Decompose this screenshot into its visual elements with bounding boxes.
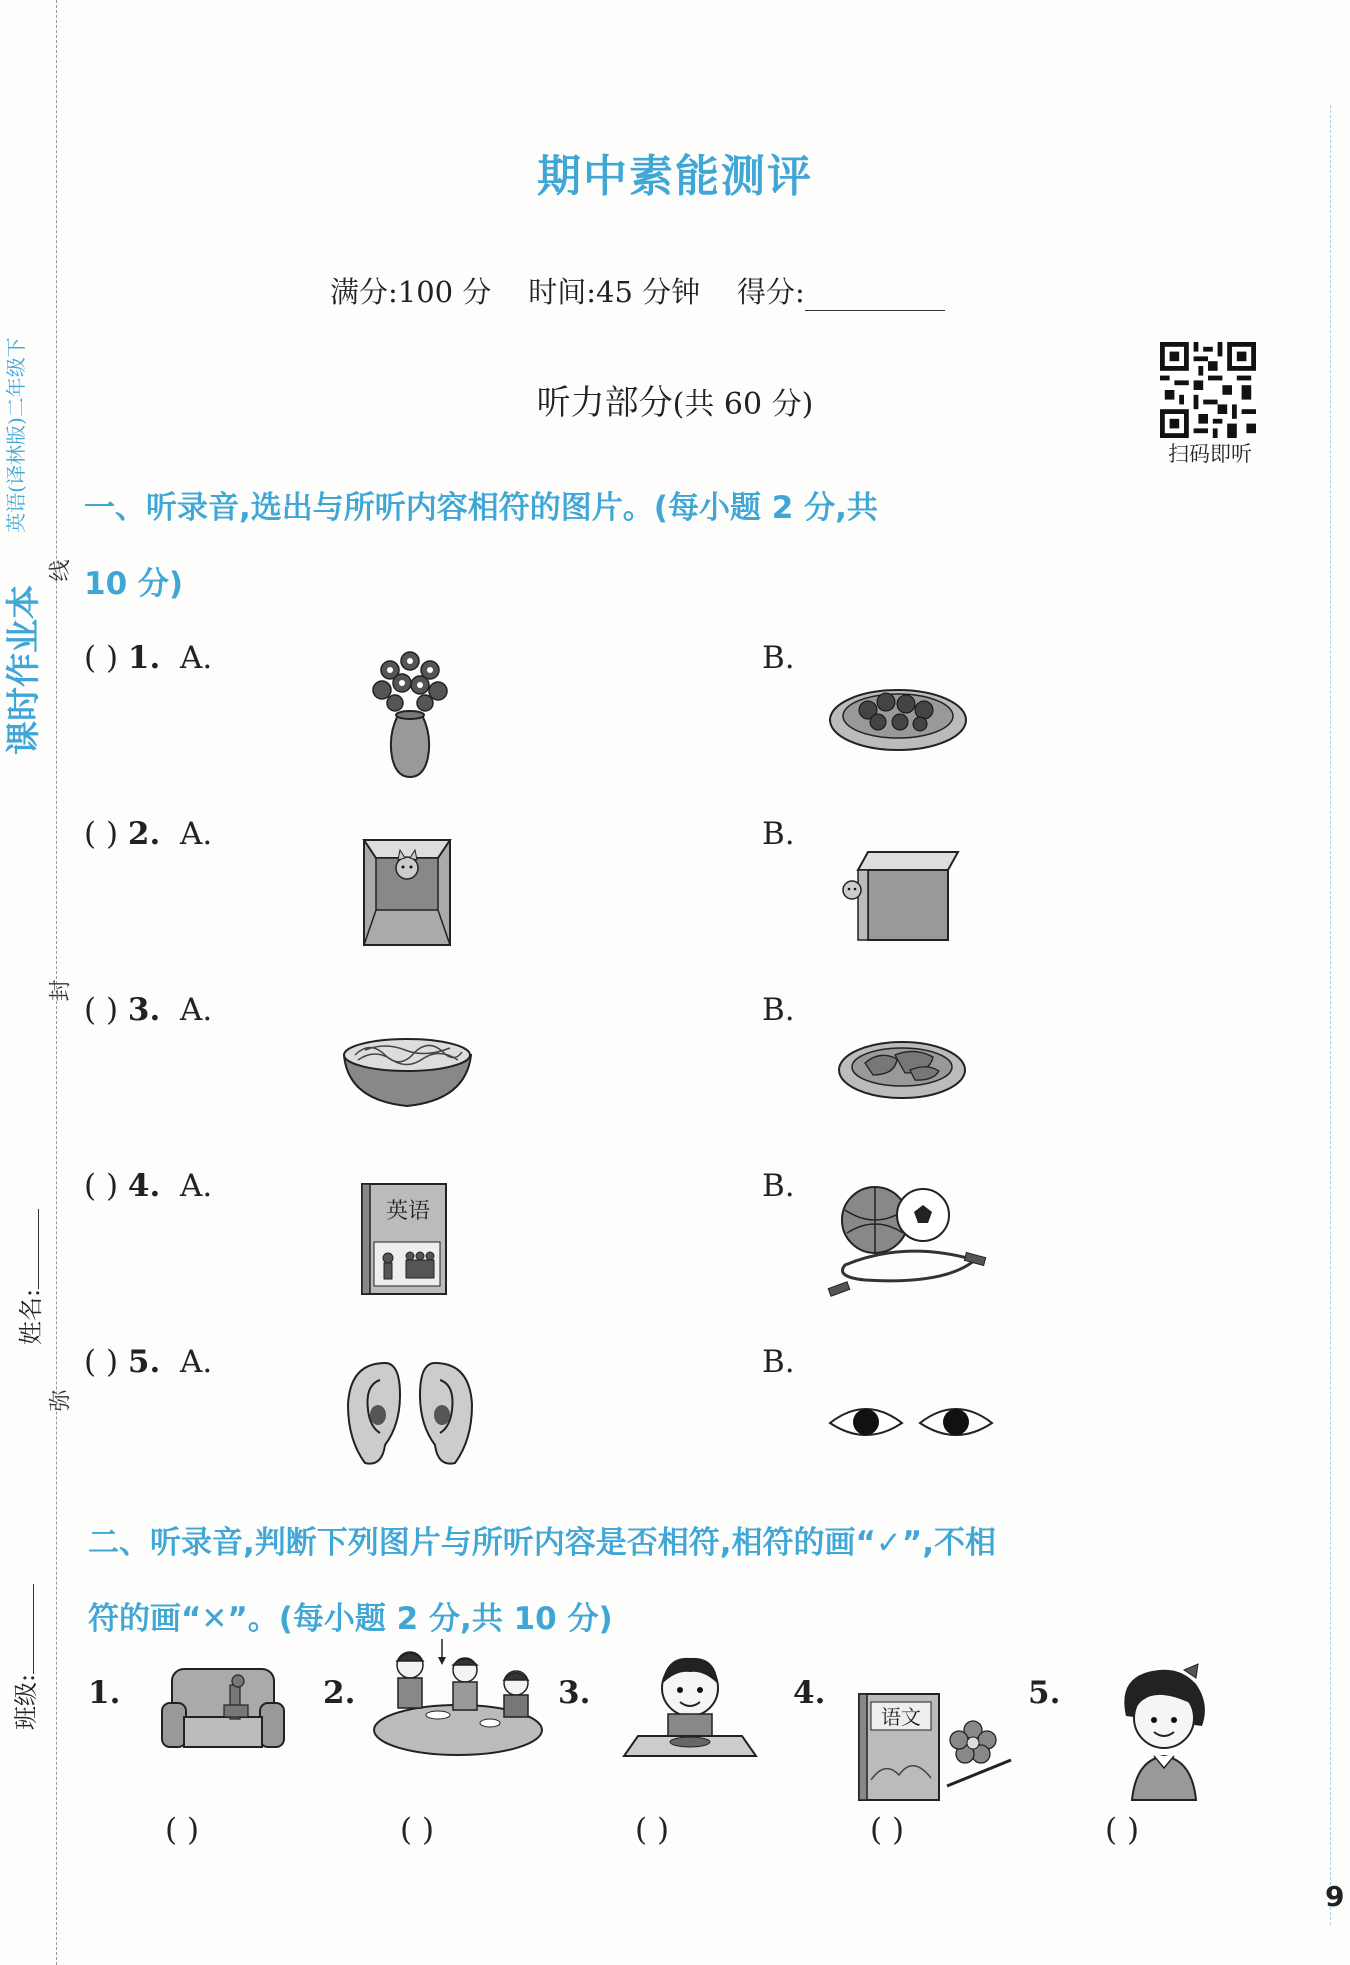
class-label: 班级:	[12, 1673, 40, 1730]
item-number: 3.	[127, 992, 161, 1028]
page-title: 期中素能测评	[537, 151, 813, 202]
spine-feng: 封	[48, 979, 74, 1002]
s2-item-number: 4.	[793, 1675, 826, 1711]
score-label: 得分:	[736, 275, 805, 309]
meat-plate-picture[interactable]	[835, 1025, 970, 1105]
noodles-bowl-picture[interactable]	[340, 1030, 475, 1110]
option-b-label: B.	[762, 640, 795, 676]
answer-paren[interactable]: ( )	[84, 816, 119, 852]
full-score: 满分:100 分	[330, 275, 492, 309]
qr-code-icon[interactable]	[1160, 342, 1256, 438]
eyes-picture[interactable]	[826, 1395, 996, 1450]
english-book-picture[interactable]	[358, 1180, 450, 1298]
balls-and-jump-rope-picture[interactable]	[825, 1185, 990, 1305]
item-number: 2.	[127, 816, 161, 852]
answer-paren[interactable]: ( )	[870, 1812, 905, 1848]
s2-item-number: 1.	[88, 1675, 121, 1711]
food-plate-picture[interactable]	[828, 670, 968, 755]
chinese-book-and-flower-picture[interactable]	[855, 1690, 1015, 1805]
ears-picture[interactable]	[340, 1355, 480, 1470]
s1-item-4	[84, 1168, 212, 1204]
part-heading: 听力部分(共 60 分)	[536, 383, 814, 423]
option-b-label: B.	[762, 1344, 795, 1380]
answer-paren[interactable]: ( )	[165, 1812, 200, 1848]
option-a-label: A.	[180, 992, 213, 1028]
option-a-label: A.	[180, 640, 213, 676]
cat-behind-box-picture[interactable]	[838, 848, 963, 943]
item-number: 5.	[127, 1344, 161, 1380]
answer-paren[interactable]: ( )	[400, 1812, 435, 1848]
section-1-heading: 一、听录音,选出与所听内容相符的图片。(每小题 2 分,共 10 分)	[84, 490, 878, 602]
option-a-label: A.	[180, 1344, 213, 1380]
chinese-book-label: 语文	[881, 1705, 921, 1729]
answer-paren[interactable]: ( )	[635, 1812, 670, 1848]
girl-picture[interactable]	[1110, 1660, 1220, 1805]
qr-label: 扫码即听	[1168, 442, 1252, 466]
s2-item-number: 5.	[1028, 1675, 1061, 1711]
answer-paren[interactable]: ( )	[84, 1344, 119, 1380]
page-number: 9	[1325, 1880, 1345, 1913]
s1-item-2	[84, 816, 212, 852]
flower-vase-picture[interactable]	[360, 645, 460, 780]
item-number: 4.	[127, 1168, 161, 1204]
spine-xian: 线	[48, 559, 74, 582]
spine-mi: 弥	[48, 1389, 74, 1412]
answer-paren[interactable]: ( )	[1105, 1812, 1140, 1848]
answer-paren[interactable]: ( )	[84, 640, 119, 676]
sofa-with-toy-picture[interactable]	[158, 1665, 288, 1755]
s1-item-1	[84, 640, 212, 676]
option-a-label: A.	[180, 1168, 213, 1204]
name-label: 姓名:	[17, 1288, 45, 1345]
spine-subject: 英语(译林版)二年级下	[4, 337, 28, 533]
spine-brand: 课时作业本	[4, 585, 44, 755]
item-number: 1.	[127, 640, 161, 676]
time-limit: 时间:45 分钟	[528, 275, 701, 309]
exam-meta	[330, 270, 945, 311]
s2-item-number: 3.	[558, 1675, 591, 1711]
s1-item-5	[84, 1344, 212, 1380]
s1-item-3	[84, 992, 212, 1028]
option-a-label: A.	[180, 816, 213, 852]
section-2-heading: 二、听录音,判断下列图片与所听内容是否相符,相符的画“✓”,不相 符的画“✕”。(每小题 2 分,共 10 分)	[88, 1525, 997, 1637]
spine-class-field[interactable]	[6, 1560, 40, 1730]
spine-name-field[interactable]	[6, 1190, 45, 1350]
answer-paren[interactable]: ( )	[84, 1168, 119, 1204]
boy-eating-picture[interactable]	[620, 1650, 760, 1760]
english-book-label: 英语	[385, 1199, 431, 1224]
option-b-label: B.	[762, 992, 795, 1028]
answer-paren[interactable]: ( )	[84, 992, 119, 1028]
cat-in-box-picture[interactable]	[360, 830, 455, 950]
score-blank[interactable]	[805, 280, 945, 311]
option-b-label: B.	[762, 816, 795, 852]
family-dinner-picture[interactable]	[370, 1635, 545, 1760]
s2-item-number: 2.	[323, 1675, 356, 1711]
option-b-label: B.	[762, 1168, 795, 1204]
